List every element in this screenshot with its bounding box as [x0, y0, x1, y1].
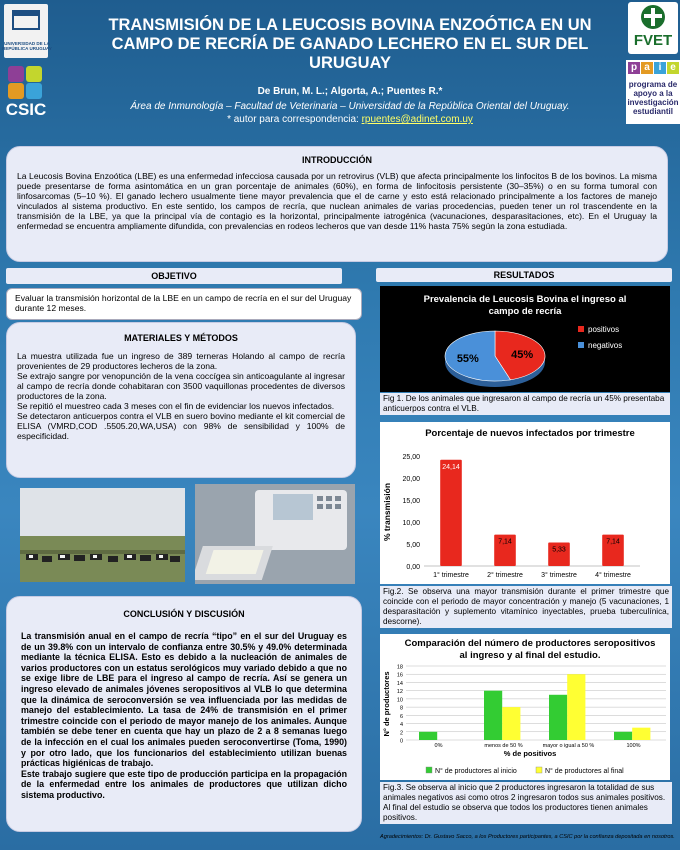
bar-chart-ylabel: % transmisión	[382, 482, 392, 542]
producers-comparison-chart	[380, 634, 670, 780]
conclusion-paragraph: Este trabajo sugiere que este tipo de producción participa en la propagación de la enfermedad entre los animales de productores que utilizan dicho sistema productivo.	[21, 768, 347, 800]
introduccion-panel	[6, 146, 668, 262]
pie-legend-label: positivos	[588, 325, 620, 334]
grouped-chart-ylabel: N° de productores	[382, 671, 391, 737]
introduccion-text: La Leucosis Bovina Enzoótica (LBE) es una enfermedad infecciosa causada por un retrovirus (VLB) que afecta principalmente los linfocitos B de los bovinos. La misma puede presentarse de forma asintomática en un gran porcentaje de animales (60%), en forma de linfocitosis persistente (30–35%) o en su forma tumoral con linfosarcomas (5–10 %). El ganado lechero usualmente tiene mayor prevalencia que el de carne y esto está relacionado principalmente a los factores de manejo vinculados al sistema productivo. En este sentido, los campos de recría, que nuclean animales de varias procedencias, pueden tener un rol trascendente en la transmisión de la LBE, ya que la principal vía de contagio es la horizontal, principalmente iatrogénica (vacunaciones, desparasitaciones, etc). En el Uruguay la enfermedad se encuentra ampliamente difundida, con prevalencias en rodeos lecheros que van desde 11% hasta 75% según la zona estudiada.	[17, 171, 657, 231]
introduccion-title: INTRODUCCIÓN	[302, 155, 372, 165]
paie-letter-a: a	[641, 62, 653, 74]
y-tick-label: 0	[399, 738, 403, 745]
y-tick-label: 18	[396, 664, 403, 671]
resultados-title: RESULTADOS	[493, 270, 555, 280]
y-tick-label: 8	[399, 705, 403, 712]
paie-letter-p: p	[628, 62, 640, 74]
fig1-caption: Fig 1. De los animales que ingresaron al campo de recría un 45% presentaba anticuerpos contra el VLB.	[380, 393, 670, 415]
legend-label: N° de productores al inicio	[435, 768, 517, 775]
bar-value-label: 7,14	[498, 538, 512, 546]
objetivo-header	[6, 268, 342, 284]
x-category-label: 4° trimestre	[595, 572, 631, 579]
acknowledgements: Agradecimientos: Dr. Gustavo Sacco, a los Productores participantes, a CSIC por la confianza depositada en nosotros.	[380, 834, 675, 840]
objetivo-title: OBJETIVO	[151, 271, 197, 281]
pie-chart-title-line-2: campo de recría	[488, 306, 562, 317]
grouped-bar	[549, 695, 567, 740]
paie-letter-e: e	[667, 62, 679, 74]
correspondence-label: * autor para correspondencia:	[227, 114, 362, 125]
x-category-label: mayor o igual a 50 %	[542, 743, 595, 749]
y-tick-label: 20,00	[402, 476, 420, 483]
y-tick-label: 12	[396, 689, 403, 696]
csic-logo	[4, 64, 48, 124]
grouped-bar	[502, 707, 520, 740]
legend-swatch	[536, 767, 542, 773]
metodos-paragraph: Se repitió el muestreo cada 3 meses con el fin de evidenciar los nuevos infectados.	[17, 401, 335, 411]
bar-1	[440, 460, 462, 566]
cattle-field-photo	[20, 488, 185, 582]
x-category-label: 2° trimestre	[487, 572, 523, 579]
x-category-label: menos de 50 %	[484, 743, 523, 749]
metodos-text	[7, 343, 355, 449]
y-tick-label: 14	[396, 680, 403, 687]
pie-legend-label: negativos	[588, 341, 623, 350]
csic-name: CSIC	[5, 100, 47, 119]
grouped-bar	[632, 728, 650, 740]
x-category-label: 0%	[434, 743, 443, 749]
fig3-caption: Fig.3. Se observa al inicio que 2 productores ingresaron la totalidad de sus animales negativos asi como otros 2 ingresaron todos sus animales positivos. Al final del estudio se observa que todos los productores tienen animales positivos.	[380, 782, 672, 824]
correspondence-email-link[interactable]: rpuentes@adinet.com.uy	[361, 114, 473, 125]
udelar-name: UNIVERSIDAD DE LA REPÚBLICA URUGUAY	[2, 41, 52, 51]
grouped-chart-title-line-2: al ingreso y al final del estudio.	[459, 650, 601, 661]
y-tick-label: 5,00	[406, 542, 420, 549]
grouped-bar	[567, 674, 585, 740]
grouped-chart-title-line-1: Comparación del número de productores seropositivos	[404, 638, 656, 649]
csic-emblem-icon	[4, 64, 48, 100]
x-category-label: 3° trimestre	[541, 572, 577, 579]
paie-logo	[626, 60, 680, 124]
metodos-paragraph: La muestra utilizada fue un ingreso de 389 terneras Holando al campo de recría provenientes de 29 productores lecheros de la zona.	[17, 351, 345, 371]
y-tick-label: 10	[396, 697, 403, 704]
conclusion-paragraph: La transmisión anual en el campo de recría “tipo” en el sur del Uruguay es de un 39.8% con un intervalo de confianza entre 30.5% y 49.0% determinada mediante la técnica ELISA. Esto es debido a la nucleación de animales de varios productores con un estatus serológicos muy variado debido a que no se exige libre de LBE para el ingreso al campo de recría. Así se genera un ingreso elevado de animales jóvenes seropositivos al VLB lo que determina que la dinámica de seroconversión se vea influenciada por las medidas de manejo del establecimiento. La tasa de 24% de transmisión en el primer trimestre coincide con el periodo de mayor manejo de los animales. Aunque también se debe tener en cuenta que hay un plazo de 2 a 8 semanas luego de la infección en el cual los animales pueden seroconvertirse (Toma, 1990) y por otro lado, que los funcionarios del establecimiento utilizan buenas prácticas higiénicas de trabajo.	[21, 631, 347, 769]
lab-equipment-icon	[195, 484, 355, 584]
transmission-bar-chart	[380, 422, 670, 584]
y-tick-label: 15,00	[402, 498, 420, 505]
conclusion-text	[7, 619, 361, 813]
resultados-header	[376, 268, 672, 282]
legend-label: N° de productores al final	[545, 768, 624, 775]
pie-slice-label: 55%	[456, 353, 479, 366]
metodos-title: MATERIALES Y MÉTODOS	[124, 333, 238, 343]
pie-slice-label: 45%	[511, 348, 534, 361]
metodos-paragraph: Se detectaron anticuerpos contra el VLB en suero bovino mediante el kit comercial de ELISA (VMRD,COD .5505.20,WA,USA) con 98% de sensibilidad y 100% de especificidad.	[17, 411, 345, 441]
pie-chart-title-line-1: Prevalencia de Leucosis Bovina el ingreso al	[423, 294, 627, 305]
y-tick-label: 25,00	[402, 454, 420, 461]
cattle-herd-icon	[20, 488, 185, 582]
affiliation: Área de Inmunología – Facultad de Veterinaria – Universidad de la República Oriental del Uruguay.	[130, 101, 570, 112]
y-tick-label: 16	[396, 672, 403, 679]
objetivo-text: Evaluar la transmisión horizontal de la LBE en un campo de recría en el sur del Uruguay durante 12 meses.	[15, 293, 352, 313]
prevalence-pie-chart	[380, 286, 670, 392]
paie-caption: programa de apoyo a la investigación estudiantil	[627, 80, 679, 116]
x-category-label: 1° trimestre	[433, 572, 469, 579]
bar-value-label: 7,14	[606, 538, 620, 546]
fvet-logo	[628, 2, 678, 54]
conclusion-panel	[6, 596, 362, 832]
y-tick-label: 0,00	[406, 564, 420, 571]
metodos-panel	[6, 322, 356, 478]
fvet-name: FVET	[633, 32, 673, 49]
pie-legend-swatch	[578, 342, 584, 348]
metodos-paragraph: Se extrajo sangre por venopunción de la vena coccígea sin anticoagulante al ingresar al campo de recría donde cohabitaran con 3500 vaquillonas procedentes de diversos productores de la zona.	[17, 371, 345, 401]
fvet-emblem-icon	[628, 2, 678, 32]
authors: De Brun, M. L.; Algorta, A.; Puentes R.*	[257, 86, 443, 97]
x-category-label: 100%	[626, 743, 641, 749]
bar-chart-title: Porcentaje de nuevos infectados por trimestre	[425, 428, 635, 439]
poster-title: TRANSMISIÓN DE LA LEUCOSIS BOVINA ENZOÓTICA EN UN CAMPO DE RECRÍA DE GANADO LECHERO EN EL SUR DEL URUGUAY	[108, 16, 592, 72]
pie-legend-swatch	[578, 326, 584, 332]
bar-value-label: 24,14	[442, 463, 460, 471]
y-tick-label: 2	[399, 730, 403, 737]
y-tick-label: 6	[399, 713, 403, 720]
y-tick-label: 4	[399, 722, 403, 729]
bar-value-label: 5,33	[552, 546, 566, 554]
conclusion-title: CONCLUSIÓN Y DISCUSIÓN	[123, 609, 245, 619]
grouped-bar	[419, 732, 437, 740]
legend-swatch	[426, 767, 432, 773]
grouped-bar	[484, 691, 502, 740]
paie-letter-i: i	[654, 62, 666, 74]
y-tick-label: 10,00	[402, 520, 420, 527]
fig2-caption: Fig.2. Se observa una mayor transmisión durante el primer trimestre que coincide con el periodo de mayor concentración y manejo (5 vacunaciones, 1 desparasitación y suplemento vitamínico inyectables, prueba tuberculínica, descorne).	[380, 586, 672, 628]
correspondence	[80, 114, 620, 125]
grouped-chart-xlabel: % de positivos	[503, 749, 557, 758]
elisa-reader-photo	[195, 484, 355, 584]
objetivo-panel	[6, 288, 362, 320]
grouped-bar	[614, 732, 632, 740]
